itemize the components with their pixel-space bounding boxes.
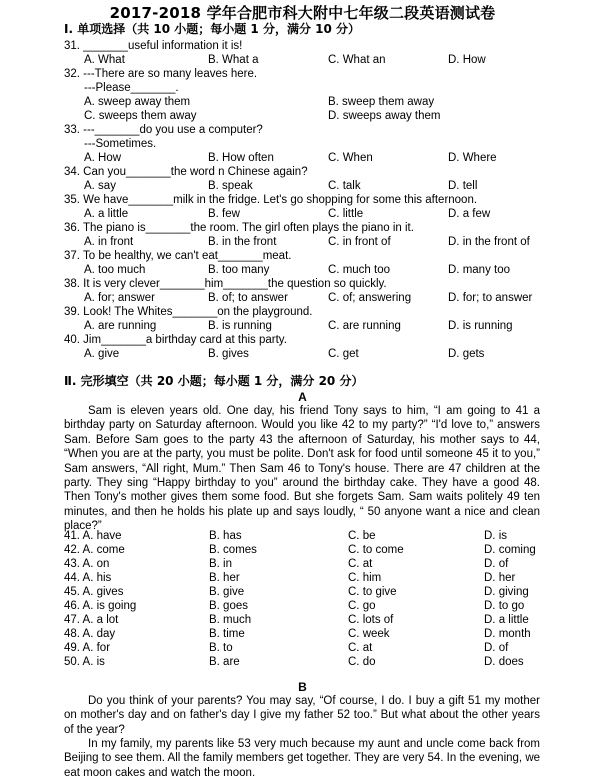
cloze-41 bbox=[64, 530, 564, 544]
question-34-options bbox=[84, 180, 584, 194]
option-a: A. give bbox=[84, 348, 120, 360]
option-a: A. a little bbox=[84, 208, 129, 220]
option-d: D. of bbox=[484, 642, 509, 654]
option-a: 45. A. gives bbox=[64, 586, 124, 598]
option-d: D. of bbox=[484, 558, 509, 570]
question-38-options bbox=[84, 292, 584, 306]
option-a: 47. A. a lot bbox=[64, 614, 119, 626]
option-b: B. has bbox=[209, 530, 242, 542]
option-b: B. speak bbox=[208, 180, 253, 192]
option-b: B. comes bbox=[209, 544, 257, 556]
option-c: C. little bbox=[328, 208, 364, 220]
option-b: B. too many bbox=[208, 264, 270, 276]
question-33-options bbox=[84, 152, 584, 166]
option-d: D. giving bbox=[484, 586, 529, 598]
cloze-49 bbox=[64, 642, 564, 656]
option-a: A. are running bbox=[84, 320, 157, 332]
option-b: B. time bbox=[209, 628, 245, 640]
option-c: C. at bbox=[348, 642, 373, 654]
option-a: 48. A. day bbox=[64, 628, 116, 640]
question-40-options bbox=[84, 348, 584, 362]
option-b: B. few bbox=[208, 208, 240, 220]
option-d: D. gets bbox=[448, 348, 485, 360]
option-c: C. go bbox=[348, 600, 376, 612]
option-d: D. to go bbox=[484, 600, 525, 612]
question-33-line2: ---Sometimes. bbox=[84, 138, 157, 150]
question-32-options-row2 bbox=[84, 110, 584, 124]
option-c: C. of; answering bbox=[328, 292, 412, 304]
option-a: 41. A. have bbox=[64, 530, 122, 542]
option-d: D. a little bbox=[484, 614, 529, 626]
option-d: D. in the front of bbox=[448, 236, 530, 248]
option-b: B. her bbox=[209, 572, 240, 584]
option-d: D. for; to answer bbox=[448, 292, 533, 304]
option-d: D. her bbox=[484, 572, 516, 584]
option-c: C. talk bbox=[328, 180, 361, 192]
page-title: 2017-2018 学年合肥市科大附中七年级二段英语测试卷 bbox=[109, 4, 496, 22]
option-b: B. are bbox=[209, 656, 240, 668]
option-a: A. too much bbox=[84, 264, 146, 276]
option-a: A. in front bbox=[84, 236, 134, 248]
cloze-44 bbox=[64, 572, 564, 586]
option-b: B. in the front bbox=[208, 236, 277, 248]
cloze-47 bbox=[64, 614, 564, 628]
option-c: C. week bbox=[348, 628, 390, 640]
option-d: D. month bbox=[484, 628, 531, 640]
question-31-options bbox=[84, 54, 584, 68]
option-c: C. to come bbox=[348, 544, 404, 556]
option-c: C. When bbox=[328, 152, 373, 164]
question-37-options bbox=[84, 264, 584, 278]
option-c: C. at bbox=[348, 558, 373, 570]
question-31: 31. _______useful information it is! bbox=[64, 40, 243, 52]
option-d: D. tell bbox=[448, 180, 478, 192]
option-c: C. much too bbox=[328, 264, 390, 276]
passage-a: Sam is eleven years old. One day, his friend Tony says to him, “I am going to 41 a birthday party on Saturday afternoon. Would you like 42 to my party?” “I'd love to,” answers Sam. Before Sam goes to the party 43 the afternoon of Saturday, his mother says to 44, “When you are at the party, you must be polite. Don't ask for food until someone 45 it to you,” Sam answers, “All right, Mum.” Then Sam 46 to Tony's house. There are 47 children at the party. They sing “Happy birthday to you” around the birthday cake. They have a good 48. Then Tony's mother gives them some food. But she forgets Sam. Sam waits politely 49 ten minutes, and then he holds his plate up and says loudly, “ 50 anyone want a nice and clean place?” bbox=[64, 405, 540, 533]
cloze-50 bbox=[64, 656, 564, 670]
question-36: 36. The piano is_______the room. The girl often plays the piano in it. bbox=[64, 222, 414, 234]
option-d: D. does bbox=[484, 656, 524, 668]
option-a: A. for; answer bbox=[84, 292, 155, 304]
option-a: A. say bbox=[84, 180, 116, 192]
question-32-options-row1 bbox=[84, 96, 584, 110]
option-c: C. be bbox=[348, 530, 376, 542]
option-b: B. sweep them away bbox=[328, 96, 435, 108]
option-c: C. do bbox=[348, 656, 376, 668]
option-c: C. to give bbox=[348, 586, 397, 598]
option-b: B. is running bbox=[208, 320, 272, 332]
passage-b-label: B bbox=[298, 680, 307, 694]
option-d: D. many too bbox=[448, 264, 510, 276]
option-c: C. are running bbox=[328, 320, 401, 332]
question-33: 33. ---_______do you use a computer? bbox=[64, 124, 263, 136]
option-b: B. in bbox=[209, 558, 233, 570]
option-a: 49. A. for bbox=[64, 642, 111, 654]
option-d: D. How bbox=[448, 54, 486, 66]
option-a: A. How bbox=[84, 152, 122, 164]
option-a: 43. A. on bbox=[64, 558, 110, 570]
cloze-42 bbox=[64, 544, 564, 558]
question-34: 34. Can you_______the word n Chinese again? bbox=[64, 166, 308, 178]
option-a: A. What bbox=[84, 54, 125, 66]
passage-b-paragraph-1: Do you think of your parents? You may say, “Of course, I do. I buy a gift 51 my mother on mother's day and on father's day I give my father 52 too.” But what about the other years of the year? bbox=[64, 695, 540, 736]
option-c: C. What an bbox=[328, 54, 386, 66]
option-a: 42. A. come bbox=[64, 544, 125, 556]
question-40: 40. Jim_______a birthday card at this party. bbox=[64, 334, 287, 346]
cloze-48 bbox=[64, 628, 564, 642]
question-37: 37. To be healthy, we can't eat_______meat. bbox=[64, 250, 292, 262]
option-c: C. in front of bbox=[328, 236, 391, 248]
question-32: 32. ---There are so many leaves here. bbox=[64, 68, 258, 80]
question-35-options bbox=[84, 208, 584, 222]
option-b: B. What a bbox=[208, 54, 259, 66]
option-d: D. coming bbox=[484, 544, 536, 556]
option-b: B. to bbox=[209, 642, 233, 654]
question-32-line2: ---Please_______. bbox=[84, 82, 179, 94]
option-b: B. gives bbox=[208, 348, 249, 360]
option-b: B. of; to answer bbox=[208, 292, 288, 304]
option-d: D. a few bbox=[448, 208, 491, 220]
option-b: B. give bbox=[209, 586, 245, 598]
option-d: D. is bbox=[484, 530, 507, 542]
passage-b-paragraph-2: In my family, my parents like 53 very much because my aunt and uncle come back from Beijing to see them. All the family members get together. They are very 54. In the evening, we eat moon cakes and watch the moon. bbox=[64, 738, 541, 779]
passage-a-label: A bbox=[298, 390, 307, 404]
question-38: 38. It is very clever_______him_______the question so quickly. bbox=[64, 278, 387, 290]
cloze-43 bbox=[64, 558, 564, 572]
option-a: A. sweep away them bbox=[84, 96, 191, 108]
question-36-options bbox=[84, 236, 584, 250]
option-b: B. much bbox=[209, 614, 252, 626]
question-35: 35. We have_______milk in the fridge. Let's go shopping for some this afternoon. bbox=[64, 194, 478, 206]
option-a: 44. A. his bbox=[64, 572, 112, 584]
option-c: C. lots of bbox=[348, 614, 394, 626]
option-b: B. How often bbox=[208, 152, 274, 164]
option-b: B. goes bbox=[209, 600, 248, 612]
option-c: C. sweeps them away bbox=[84, 110, 197, 122]
question-39-options bbox=[84, 320, 584, 334]
option-d: D. sweeps away them bbox=[328, 110, 441, 122]
cloze-46 bbox=[64, 600, 564, 614]
section-1-heading: Ⅰ. 单项选择（共 10 小题；每小题 1 分，满分 10 分） bbox=[64, 22, 361, 36]
option-c: C. him bbox=[348, 572, 382, 584]
option-d: D. Where bbox=[448, 152, 497, 164]
option-a: 50. A. is bbox=[64, 656, 105, 668]
question-39: 39. Look! The Whites_______on the playground. bbox=[64, 306, 313, 318]
option-c: C. get bbox=[328, 348, 359, 360]
cloze-45 bbox=[64, 586, 564, 600]
option-d: D. is running bbox=[448, 320, 513, 332]
section-2-heading: Ⅱ. 完形填空（共 20 小题；每小题 1 分，满分 20 分） bbox=[64, 374, 364, 388]
option-a: 46. A. is going bbox=[64, 600, 137, 612]
